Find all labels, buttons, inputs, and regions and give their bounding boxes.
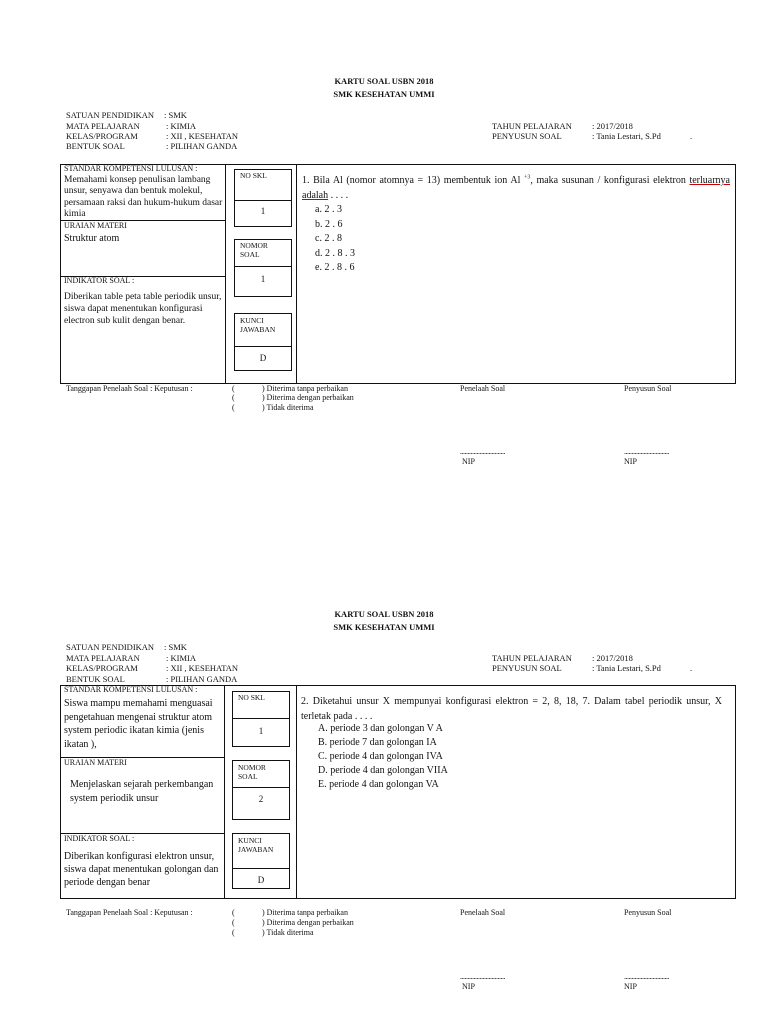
penyusun-value: : Tania Lestari, S.Pd [592,131,661,141]
nomor-soal-value: 1 [260,274,266,284]
question-text: 1. Bila Al (nomor atomnya = 13) membentuk ion Al $^{+3}$, maka susunan / konfigurasi elektron terluarnya adalah . . . . [302,174,730,201]
kelas-label: KELAS/PROGRAM [66,131,138,141]
mapel-value: : KIMIA [166,121,196,131]
penyusun-dot: . [690,131,693,141]
box-divider [234,266,292,267]
tahun-label: TAHUN PELAJARAN [492,653,572,663]
no-skl-value: 1 [260,206,266,216]
mapel-label: MATA PELAJARAN [66,121,140,131]
option-b: B. periode 7 dan golongan IA [318,737,437,748]
col-divider [296,164,297,384]
materi-text: Menjelaskan sejarah perkembangan system periodik unsur [70,779,214,804]
no-skl-label: NO SKL [240,171,267,180]
col-divider [224,685,225,899]
penelaah-label: Penelaah Soal [460,908,506,917]
materi-label: URAIAN MATERI [64,221,127,230]
penyusun-sign-label: Penyusun Soal [624,384,672,393]
penyusun-label: PENYUSUN SOAL [492,663,562,673]
no-skl-label: NO SKL [238,693,265,702]
nomor-soal-label: NOMOR SOAL [238,763,266,781]
penyusun-value: : Tania Lestari, S.Pd [592,663,661,673]
satuan-label: SATUAN PENDIDIKAN [66,110,155,120]
penelaah-label: Penelaah Soal [460,384,506,393]
signature-line: .............................. [460,447,505,456]
penyusun-dot: . [690,663,693,673]
indikator-text: Diberikan konfigurasi elektron unsur, siswa dapat menentukan golongan dan periode dengan benar [64,851,219,888]
kartu-soal-2 [0,609,768,1019]
nip-label: NIP [624,982,637,991]
indikator-text: Diberikan table peta table periodik unsur, siswa dapat menentukan konfigurasi electron sub kulit dengan benar. [64,292,222,326]
kunci-label: KUNCI JAWABAN [238,836,274,854]
nip-label: NIP [624,457,637,466]
decision-option-1: ) Diterima tanpa perbaikan [262,384,348,393]
mapel-label: MATA PELAJARAN [66,653,140,663]
tanggapan-label: Tanggapan Penelaah Soal : Keputusan : [66,908,193,917]
decision-option-3: ) Tidak diterima [262,928,314,937]
tahun-label: TAHUN PELAJARAN [492,121,572,131]
option-e: E. periode 4 dan golongan VA [318,779,439,790]
kunci-value: D [259,353,267,363]
skl-text: Siswa mampu memahami menguasai pengetahuan mengenai struktur atom system periodic ikatan kimia (jenis ikatan ), [64,698,213,750]
option-c: C. periode 4 dan golongan IVA [318,751,443,762]
checkbox-paren[interactable]: ( [232,918,235,927]
box-divider [232,718,290,719]
satuan-label: SATUAN PENDIDIKAN [66,642,155,652]
option-e: e. 2 . 8 . 6 [315,262,355,273]
kunci-label: KUNCI JAWABAN [240,316,276,334]
option-a: a. 2 . 3 [315,204,342,215]
box-divider [232,868,290,869]
decision-option-3: ) Tidak diterima [262,403,314,412]
kelas-value: : XII , KESEHATAN [166,663,239,673]
tahun-value: : 2017/2018 [592,653,633,663]
col-divider [225,164,226,384]
satuan-value: : SMK [164,110,187,120]
penyusun-label: PENYUSUN SOAL [492,131,562,141]
nip-label: NIP [462,982,475,991]
tahun-value: : 2017/2018 [592,121,633,131]
no-skl-value: 1 [258,726,264,736]
option-c: c. 2 . 8 [315,233,342,244]
decision-option-2: ) Diterima dengan perbaikan [262,918,354,927]
bentuk-value: : PILIHAN GANDA [166,141,238,151]
checkbox-paren[interactable]: ( [232,393,235,402]
kelas-label: KELAS/PROGRAM [66,663,138,673]
bentuk-label: BENTUK SOAL [66,141,125,151]
card-subtitle: SMK KESEHATAN UMMI [333,89,435,99]
materi-label: URAIAN MATERI [64,758,127,767]
tanggapan-label: Tanggapan Penelaah Soal : Keputusan : [66,384,193,393]
kelas-value: : XII , KESEHATAN [166,131,239,141]
box-divider [232,787,290,788]
card-subtitle: SMK KESEHATAN UMMI [333,622,435,632]
kartu-soal-1 [0,76,768,476]
kunci-value: D [257,875,265,885]
checkbox-paren[interactable]: ( [232,384,235,393]
checkbox-paren[interactable]: ( [232,908,235,917]
option-d: d. 2 . 8 . 3 [315,248,355,259]
bentuk-value: : PILIHAN GANDA [166,674,238,684]
bentuk-label: BENTUK SOAL [66,674,125,684]
decision-option-2: ) Diterima dengan perbaikan [262,393,354,402]
skl-label: STANDAR KOMPETENSI LULUSAN : [64,164,198,173]
decision-option-1: ) Diterima tanpa perbaikan [262,908,348,917]
signature-line: .............................. [460,972,505,981]
col-divider [296,685,297,899]
signature-line: .............................. [624,447,669,456]
checkbox-paren[interactable]: ( [232,403,235,412]
box-divider [234,346,292,347]
box-divider [234,200,292,201]
indikator-label: INDIKATOR SOAL : [64,834,135,843]
skl-text: Memahami konsep penulisan lambang unsur, senyawa dan bentuk molekul, persamaan raksi dan hukum-hukum dasar kimia [64,175,223,220]
skl-label: STANDAR KOMPETENSI LULUSAN : [64,685,198,694]
nip-label: NIP [462,457,475,466]
penyusun-sign-label: Penyusun Soal [624,908,672,917]
indikator-label: INDIKATOR SOAL : [64,276,135,285]
nomor-soal-label: NOMOR SOAL [240,241,268,259]
mapel-value: : KIMIA [166,653,196,663]
satuan-value: : SMK [164,642,187,652]
card-title: KARTU SOAL USBN 2018 [334,609,434,619]
nomor-soal-value: 2 [258,794,264,804]
question-text: 2. Diketahui unsur X mempunyai konfigurasi elektron = 2, 8, 18, 7. Dalam tabel periodik unsur, X terletak pada . . . . [301,696,722,722]
option-b: b. 2 . 6 [315,219,343,230]
materi-text: Struktur atom [64,233,120,244]
card-title: KARTU SOAL USBN 2018 [334,76,434,86]
signature-line: .............................. [624,972,669,981]
checkbox-paren[interactable]: ( [232,928,235,937]
option-a: A. periode 3 dan golongan V A [318,723,443,734]
option-d: D. periode 4 dan golongan VIIA [318,765,448,776]
